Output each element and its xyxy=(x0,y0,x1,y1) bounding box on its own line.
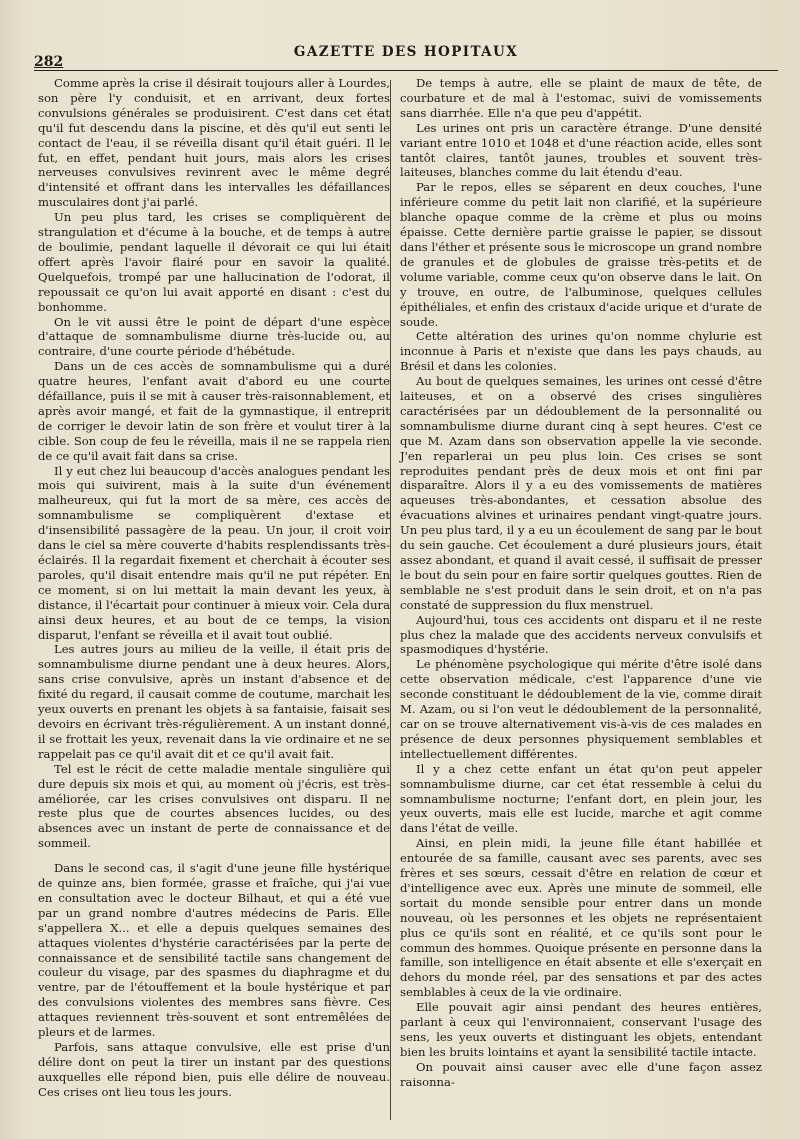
paragraph: Ainsi, en plein midi, la jeune fille étant habillée et entourée de sa famille, causant avec ses parents, avec ses frères et ses sœurs, cessait d'être en relation de cœur et d'intelligence avec eux. Après une minute de sommeil, elle sortait du monde sensible pour entrer dans un monde nouveau, où les personnes et les objets ne représentaient plus ce qu'ils sont en réalité, et ce qu'ils sont pour le commun des hommes. Quoique présente en personne dans la famille, son intelligence en était absente et elle s'exerçait en dehors du monde réel, par des sensations et par des actes semblables à ceux de la vie ordinaire. xyxy=(400,836,762,1000)
journal-title: GAZETTE DES HOPITAUX xyxy=(293,44,519,60)
paragraph: Il y eut chez lui beaucoup d'accès analogues pendant les mois qui suivirent, mais à la suite d'un événement malheureux, qui fut la mort de sa mère, ces accès de somnambulisme se compliquèrent d'extase et d'insensibilité passagère de la peau. Un jour, il croit voir dans le ciel sa mère couverte d'habits resplendissants très-éclairés. Il la regardait fixement et cherchait à écouter ses paroles, qu'il disait entendre mais qu'il ne put répéter. En ce moment, si on lui mettait la main devant les yeux, à distance, il l'écartait pour continuer à mieux voir. Cela dura ainsi deux heures, et au bout de ce temps, la vision disparut, l'enfant se réveilla et il avait tout oublié. xyxy=(38,463,390,642)
paragraph: Comme après la crise il désirait toujours aller à Lourdes, son père l'y conduisit, et en arrivant, deux fortes convulsions générales se produisirent. C'est dans cet état qu'il fut descendu dans la piscine, et dès qu'il eut senti le contact de l'eau, il se réveilla disant qu'il était guéri. Il le fut, en effet, pendant huit jours, mais alors les crises nerveuses convulsives revinrent avec le même degré d'intensité et offrant dans les intervalles les défaillances musculaires dont j'ai parlé. xyxy=(38,76,390,210)
paragraph: Par le repos, elles se séparent en deux couches, l'une inférieure comme du petit lait non clarifié, et la supérieure blanche opaque comme de la crème et plus ou moins épaisse. Cette dernière partie graisse le papier, se dissout dans l'éther et présente sous le microscope un grand nombre de granules et de globules de graisse très-petits et de volume variable, comme ceux qu'on observe dans le lait. On y trouve, en outre, de l'albuminose, quelques cellules épithéliales, et enfin des cristaux d'acide urique et d'urate de soude. xyxy=(400,180,762,329)
paragraph: Au bout de quelques semaines, les urines ont cessé d'être laiteuses, et on a observé des crises singulières caractérisées par un dédoublement de la personnalité ou somnambulisme diurne durant cinq à sept heures. C'est ce que M. Azam dans son observation appelle la vie seconde. J'en reparlerai un peu plus loin. Ces crises se sont reproduites pendant près de deux mois et ont fini par disparaître. Alors il y a eu des vomissements de matières aqueuses très-abondantes, et cessation absolue des évacuations alvines et urinaires pendant vingt-quatre jours. Un peu plus tard, il y a eu un écoulement de sang par le bout du sein gauche. Cet écoulement a duré plusieurs jours, était assez abondant, et quand il avait cessé, il suffisait de presser le bout du sein pour en faire sortir quelques gouttes. Rien de semblable ne s'est produit dans le sein droit, et on n'a pas constaté de suppression du flux menstruel. xyxy=(400,374,762,612)
paragraph: Les urines ont pris un caractère étrange. D'une densité variant entre 1010 et 1048 et d'une réaction acide, elles sont tantôt claires, tantôt jaunes, troubles et souvent très-laiteuses, blanches comme du lait étendu d'eau. xyxy=(400,120,762,180)
paragraph: De temps à autre, elle se plaint de maux de tête, de courbature et de mal à l'estomac, suivi de vomissements sans diarrhée. Elle n'a que peu d'appétit. xyxy=(400,76,762,120)
paragraph: Cette altération des urines qu'on nomme chylurie est inconnue à Paris et n'existe que dans les pays chauds, au Brésil et dans les colonies. xyxy=(400,329,762,374)
paragraph: Dans un de ces accès de somnambulisme qui a duré quatre heures, l'enfant avait d'abord eu une courte défaillance, puis il se mit à causer très-raisonnablement, et après avoir mangé, et fait de la gymnastique, il entreprit de corriger le devoir latin de son frère et voulut tirer à la cible. Son coup de feu le réveilla, mais il ne se rappela rien de ce qu'il avait fait dans sa crise. xyxy=(38,359,390,463)
header-rule xyxy=(34,70,778,71)
paragraph: On pouvait ainsi causer avec elle d'une façon assez raisonna- xyxy=(400,1059,762,1089)
right-column xyxy=(400,76,762,1090)
paragraph: Dans le second cas, il s'agit d'une jeune fille hystérique de quinze ans, bien formée, grasse et fraîche, qui j'ai vue en consultation avec le docteur Bilhaut, et qui a été vue par un grand nombre d'autres médecins de Paris. Elle s'appellera X... et elle a depuis quelques semaines des attaques violentes d'hystérie caractérisées par la perte de connaissance et de sensibilité tactile sans changement de couleur du visage, par des spasmes du diaphragme et du ventre, par de l'étouffement et la boule hystérique et par des convulsions violentes des membres sans fièvre. Ces attaques reviennent très-souvent et sont entremêlées de pleurs et de larmes. xyxy=(38,861,390,1040)
page-header xyxy=(34,40,778,68)
paragraph: On le vit aussi être le point de départ d'une espèce d'attaque de somnambulisme diurne très-lucide ou, au contraire, d'une courte période d'hébétude. xyxy=(38,314,390,359)
paragraph: Un peu plus tard, les crises se compliquèrent de strangulation et d'écume à la bouche, et de temps à autre de boulimie, pendant laquelle il dévorait ce qui lui était offert après l'avoir flairé pour en savoir la qualité. Quelquefois, trompé par une hallucination de l'odorat, il repoussait ce qu'on lui avait apporté en disant : c'est du bonhomme. xyxy=(38,210,390,314)
paragraph: Aujourd'hui, tous ces accidents ont disparu et il ne reste plus chez la malade que des accidents nerveux convulsifs et spasmodiques d'hystérie. xyxy=(400,612,762,657)
paragraph: Il y a chez cette enfant un état qu'on peut appeler somnambulisme diurne, car cet état ressemble à celui du somnambulisme nocturne; l'enfant dort, en plein jour, les yeux ouverts, mais elle est lucide, marche et agit comme dans l'état de veille. xyxy=(400,761,762,836)
page-number: 282 xyxy=(34,54,64,70)
paragraph: Le phénomène psychologique qui mérite d'être isolé dans cette observation médicale, c'est l'apparence d'une vie seconde constituant le dédoublement de la vie, comme dirait M. Azam, ou si l'on veut le dédoublement de la personnalité, car on se trouve alternativement vis-à-vis de ces malades en présence de deux personnes physiquement semblables et intellectuellement différentes. xyxy=(400,657,762,761)
column-divider xyxy=(390,80,391,1120)
paragraph: Elle pouvait agir ainsi pendant des heures entières, parlant à ceux qui l'environnaient, conservant l'usage des sens, les yeux ouverts et distinguant les objets, entendant bien les bruits lointains et ayant la sensibilité tactile intacte. xyxy=(400,1000,762,1059)
paragraph: Tel est le récit de cette maladie mentale singulière qui dure depuis six mois et qui, au moment où j'écris, est très-améliorée, car les crises convulsives ont disparu. Il ne reste plus que de courtes absences lucides, ou des absences avec un instant de perte de connaissance et de sommeil. xyxy=(38,761,390,851)
left-column xyxy=(38,76,390,1100)
paragraph: Parfois, sans attaque convulsive, elle est prise d'un délire dont on peut la tirer un instant par des questions auxquelles elle répond bien, puis elle délire de nouveau. Ces crises ont lieu tous les jours. xyxy=(38,1040,390,1099)
paragraph: Les autres jours au milieu de la veille, il était pris de somnambulisme diurne pendant une à deux heures. Alors, sans crise convulsive, après un instant d'absence et de fixité du regard, il causait comme de coutume, marchait les yeux ouverts en prenant les objets à sa fantaisie, faisait ses devoirs en écrivant très-régulièrement. A un instant donné, il se frottait les yeux, revenait dans la vie ordinaire et ne se rappelait pas ce qu'il avait dit et ce qu'il avait fait. xyxy=(38,642,390,761)
